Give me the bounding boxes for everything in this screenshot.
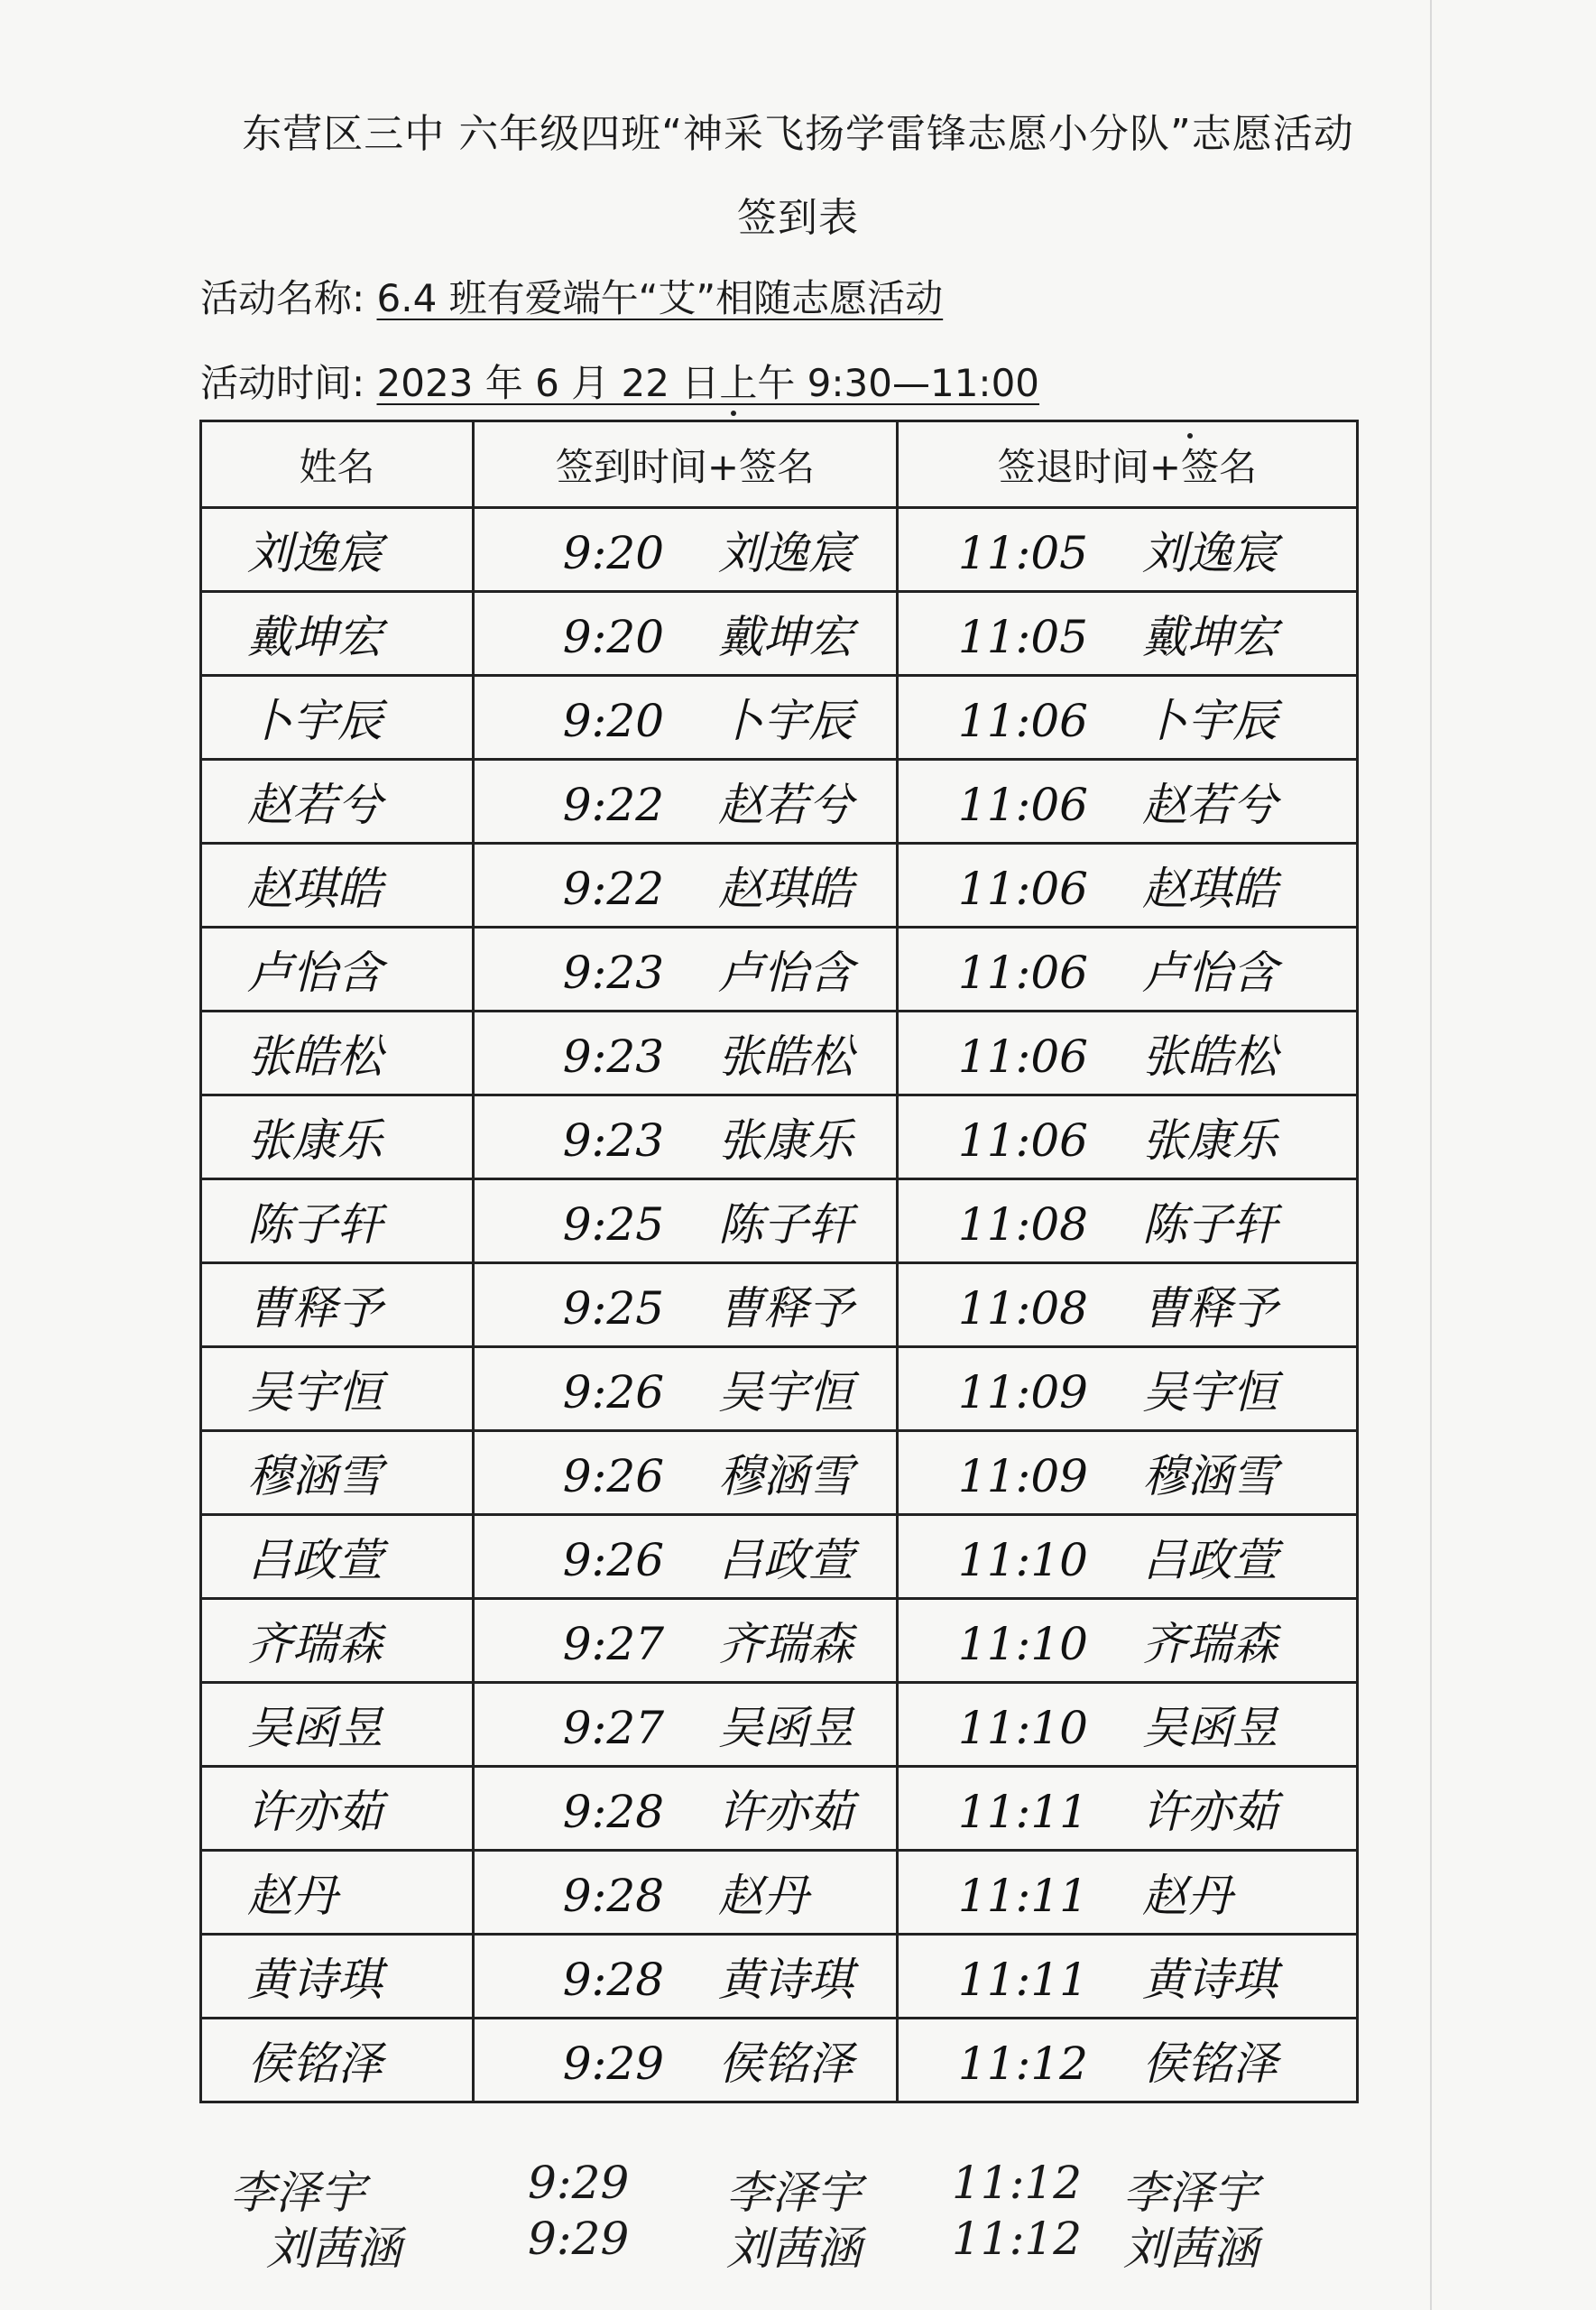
- sign-in-signature: 赵若兮: [718, 779, 853, 831]
- ink-dot: [731, 411, 736, 416]
- table-cell: [201, 676, 474, 760]
- sign-in-signature: 戴坤宏: [718, 611, 853, 663]
- sign-out-time: 11:10: [957, 1702, 1088, 1754]
- student-name-signature: 吴宇恒: [247, 1366, 383, 1418]
- table-cell: [201, 928, 474, 1012]
- table-cell: [201, 1095, 474, 1179]
- table-cell: [474, 1263, 898, 1347]
- activity-name-value: 6.4 班有爱端午“艾”相随志愿活动: [376, 276, 944, 320]
- student-name-signature: 吕政萱: [247, 1534, 383, 1586]
- table-row: [201, 1263, 1358, 1347]
- table-cell: [898, 1263, 1358, 1347]
- table-cell: [201, 844, 474, 928]
- table-cell: [201, 1683, 474, 1767]
- sign-out-time: 11:06: [957, 1030, 1088, 1083]
- sign-out-time: 11:12: [952, 2157, 1083, 2209]
- activity-name-label: 活动名称:: [200, 276, 377, 320]
- table-cell: [898, 1515, 1358, 1599]
- table-row: [201, 1012, 1358, 1095]
- sign-in-signature: 吕政萱: [718, 1534, 853, 1586]
- table-row: [201, 2019, 1358, 2102]
- table-row: [201, 676, 1358, 760]
- student-name-signature: 齐瑞森: [247, 1618, 383, 1670]
- sign-out-signature: 吴函昱: [1142, 1702, 1278, 1754]
- table-row: [201, 1347, 1358, 1431]
- table-cell: [474, 1515, 898, 1599]
- table-cell: [201, 1935, 474, 2019]
- student-name-signature: 刘茜涵: [266, 2222, 401, 2275]
- sign-out-time: 11:06: [957, 779, 1088, 831]
- sign-in-time: 9:20: [562, 527, 664, 579]
- sign-in-signature: 刘逸宸: [718, 527, 853, 579]
- sign-in-time: 9:23: [562, 1030, 664, 1083]
- table-cell: [201, 1851, 474, 1935]
- table-cell: [898, 844, 1358, 928]
- student-name-signature: 刘逸宸: [247, 527, 383, 579]
- sheet-title: 东营区三中 六年级四班“神采飞扬学雷锋志愿小分队”志愿活动: [242, 111, 1354, 157]
- sign-in-signature: 张康乐: [718, 1114, 853, 1167]
- sign-out-time: 11:06: [957, 947, 1088, 999]
- table-row: [201, 508, 1358, 592]
- column-header-sign-in: 签到时间+签名: [474, 421, 898, 508]
- table-cell: [898, 928, 1358, 1012]
- table-cell: [474, 760, 898, 844]
- activity-time-line: [200, 354, 1039, 408]
- sign-out-signature: 穆涵雪: [1142, 1450, 1278, 1502]
- activity-time-label: 活动时间:: [200, 361, 377, 405]
- sign-in-signature: 吴函昱: [718, 1702, 853, 1754]
- table-row: [201, 760, 1358, 844]
- sign-out-signature: 赵若兮: [1142, 779, 1278, 831]
- sign-out-signature: 齐瑞森: [1142, 1618, 1278, 1670]
- table-row: [201, 1935, 1358, 2019]
- sign-in-time: 9:20: [562, 695, 664, 747]
- sign-out-signature: 卜宇辰: [1142, 695, 1278, 747]
- sign-out-time: 11:11: [957, 1954, 1088, 2006]
- table-cell: [474, 1431, 898, 1515]
- sign-out-time: 11:05: [957, 527, 1088, 579]
- table-cell: [474, 1347, 898, 1431]
- student-name-signature: 赵若兮: [247, 779, 383, 831]
- table-cell: [201, 508, 474, 592]
- sign-out-time: 11:12: [952, 2213, 1083, 2265]
- sign-out-signature: 吴宇恒: [1142, 1366, 1278, 1418]
- table-cell: [201, 1599, 474, 1683]
- table-row: [201, 1179, 1358, 1263]
- table-header-row: [201, 421, 1358, 508]
- column-header-sign-out: 签退时间+签名: [898, 421, 1358, 508]
- activity-time-value: 2023 年 6 月 22 日上午 9:30—11:00: [376, 361, 1040, 405]
- sign-out-time: 11:06: [957, 695, 1088, 747]
- sign-out-signature: 黄诗琪: [1142, 1954, 1278, 2006]
- table-cell: [201, 2019, 474, 2102]
- sign-in-signature: 赵琪皓: [718, 863, 853, 915]
- sign-in-time: 9:25: [562, 1282, 664, 1335]
- sign-in-signature: 侯铭泽: [718, 2037, 853, 2090]
- table-cell: [474, 1012, 898, 1095]
- sign-in-time: 9:23: [562, 947, 664, 999]
- sign-out-time: 11:10: [957, 1534, 1088, 1586]
- sign-in-time: 9:26: [562, 1450, 664, 1502]
- student-name-signature: 穆涵雪: [247, 1450, 383, 1502]
- student-name-signature: 陈子轩: [247, 1198, 383, 1251]
- sign-in-time: 9:23: [562, 1114, 664, 1167]
- student-name-signature: 赵琪皓: [247, 863, 383, 915]
- sheet-subtitle: 签到表: [737, 195, 859, 241]
- sign-in-signature: 穆涵雪: [718, 1450, 853, 1502]
- table-cell: [474, 1095, 898, 1179]
- sign-out-time: 11:09: [957, 1450, 1088, 1502]
- student-name-signature: 戴坤宏: [247, 611, 383, 663]
- table-cell: [474, 2019, 898, 2102]
- sign-out-signature: 曹释予: [1142, 1282, 1278, 1335]
- sign-out-signature: 卢怡含: [1142, 947, 1278, 999]
- column-header-name: 姓名: [201, 421, 474, 508]
- table-row: [201, 844, 1358, 928]
- sign-in-time: 9:22: [562, 779, 664, 831]
- sign-out-time: 11:08: [957, 1198, 1088, 1251]
- student-name-signature: 卜宇辰: [247, 695, 383, 747]
- table-cell: [898, 592, 1358, 676]
- table-cell: [898, 1683, 1358, 1767]
- sign-in-time: 9:20: [562, 611, 664, 663]
- sign-out-signature: 赵琪皓: [1142, 863, 1278, 915]
- sign-in-time: 9:26: [562, 1534, 664, 1586]
- student-name-signature: 赵丹: [247, 1870, 337, 1922]
- sign-out-time: 11:06: [957, 863, 1088, 915]
- table-cell: [898, 1179, 1358, 1263]
- table-cell: [201, 1347, 474, 1431]
- sign-out-signature: 张康乐: [1142, 1114, 1278, 1167]
- sign-in-time: 9:29: [528, 2157, 630, 2209]
- sign-in-signature: 李泽宇: [726, 2167, 862, 2219]
- sign-out-time: 11:08: [957, 1282, 1088, 1335]
- sign-out-time: 11:09: [957, 1366, 1088, 1418]
- student-name-signature: 侯铭泽: [247, 2037, 383, 2090]
- table-cell: [898, 508, 1358, 592]
- paper-edge: [1430, 0, 1432, 2310]
- table-cell: [474, 1599, 898, 1683]
- sign-in-signature: 吴宇恒: [718, 1366, 853, 1418]
- table-row: [201, 1851, 1358, 1935]
- sign-in-signature: 齐瑞森: [718, 1618, 853, 1670]
- student-name-signature: 张皓松: [247, 1030, 383, 1083]
- table-cell: [201, 1012, 474, 1095]
- student-name-signature: 李泽宇: [230, 2167, 365, 2219]
- sign-in-time: 9:28: [562, 1954, 664, 2006]
- sign-out-time: 11:12: [957, 2037, 1088, 2090]
- table-cell: [474, 1683, 898, 1767]
- student-name-signature: 许亦茹: [247, 1786, 383, 1838]
- table-row: [201, 1431, 1358, 1515]
- sign-in-signature: 刘茜涵: [726, 2222, 862, 2275]
- sign-out-signature: 刘茜涵: [1123, 2222, 1259, 2275]
- sign-in-time: 9:29: [562, 2037, 664, 2090]
- table-cell: [898, 1851, 1358, 1935]
- sign-in-time: 9:29: [528, 2213, 630, 2265]
- table-cell: [898, 1431, 1358, 1515]
- sign-in-signature: 卢怡含: [718, 947, 853, 999]
- student-name-signature: 黄诗琪: [247, 1954, 383, 2006]
- sign-in-time: 9:28: [562, 1786, 664, 1838]
- sign-in-signature: 赵丹: [718, 1870, 808, 1922]
- sign-out-signature: 许亦茹: [1142, 1786, 1278, 1838]
- sign-in-signature: 卜宇辰: [718, 695, 853, 747]
- student-name-signature: 张康乐: [247, 1114, 383, 1167]
- sign-out-time: 11:05: [957, 611, 1088, 663]
- sign-out-signature: 吕政萱: [1142, 1534, 1278, 1586]
- sign-in-signature: 许亦茹: [718, 1786, 853, 1838]
- table-cell: [898, 676, 1358, 760]
- sign-in-signature: 张皓松: [718, 1030, 853, 1083]
- sign-in-signature: 曹释予: [718, 1282, 853, 1335]
- sign-out-signature: 刘逸宸: [1142, 527, 1278, 579]
- activity-name-line: [200, 269, 943, 323]
- table-cell: [898, 1095, 1358, 1179]
- table-cell: [474, 1935, 898, 2019]
- sign-out-signature: 侯铭泽: [1142, 2037, 1278, 2090]
- table-cell: [898, 1935, 1358, 2019]
- table-cell: [201, 1179, 474, 1263]
- sign-in-time: 9:25: [562, 1198, 664, 1251]
- sign-out-signature: 赵丹: [1142, 1870, 1232, 1922]
- sign-out-time: 11:06: [957, 1114, 1088, 1167]
- table-row: [201, 1599, 1358, 1683]
- sign-out-time: 11:11: [957, 1870, 1088, 1922]
- table-cell: [201, 1767, 474, 1851]
- table-cell: [898, 1599, 1358, 1683]
- table-cell: [898, 1767, 1358, 1851]
- table-row: [201, 1515, 1358, 1599]
- sign-in-time: 9:22: [562, 863, 664, 915]
- sign-out-time: 11:10: [957, 1618, 1088, 1670]
- sign-out-signature: 戴坤宏: [1142, 611, 1278, 663]
- table-cell: [898, 760, 1358, 844]
- sign-in-signature: 黄诗琪: [718, 1954, 853, 2006]
- table-cell: [474, 1179, 898, 1263]
- sign-out-time: 11:11: [957, 1786, 1088, 1838]
- student-name-signature: 曹释予: [247, 1282, 383, 1335]
- sign-in-time: 9:27: [562, 1702, 664, 1754]
- table-row: [201, 1095, 1358, 1179]
- sign-out-signature: 张皓松: [1142, 1030, 1278, 1083]
- table-cell: [474, 676, 898, 760]
- table-cell: [898, 1347, 1358, 1431]
- table-cell: [474, 1851, 898, 1935]
- sign-in-time: 9:27: [562, 1618, 664, 1670]
- sign-in-time: 9:28: [562, 1870, 664, 1922]
- sign-in-signature: 陈子轩: [718, 1198, 853, 1251]
- sign-out-signature: 李泽宇: [1123, 2167, 1259, 2219]
- sign-out-signature: 陈子轩: [1142, 1198, 1278, 1251]
- table-row: [201, 592, 1358, 676]
- table-cell: [898, 2019, 1358, 2102]
- table-cell: [474, 1767, 898, 1851]
- student-name-signature: 卢怡含: [247, 947, 383, 999]
- table-cell: [474, 592, 898, 676]
- table-cell: [474, 844, 898, 928]
- sign-in-table: [199, 420, 1359, 2103]
- table-cell: [201, 1431, 474, 1515]
- table-cell: [474, 928, 898, 1012]
- table-cell: [474, 508, 898, 592]
- table-row: [201, 928, 1358, 1012]
- table-cell: [201, 760, 474, 844]
- table-cell: [201, 1263, 474, 1347]
- student-name-signature: 吴函昱: [247, 1702, 383, 1754]
- table-cell: [201, 1515, 474, 1599]
- table-row: [201, 1767, 1358, 1851]
- table-cell: [201, 592, 474, 676]
- sign-in-time: 9:26: [562, 1366, 664, 1418]
- table-cell: [898, 1012, 1358, 1095]
- table-row: [201, 1683, 1358, 1767]
